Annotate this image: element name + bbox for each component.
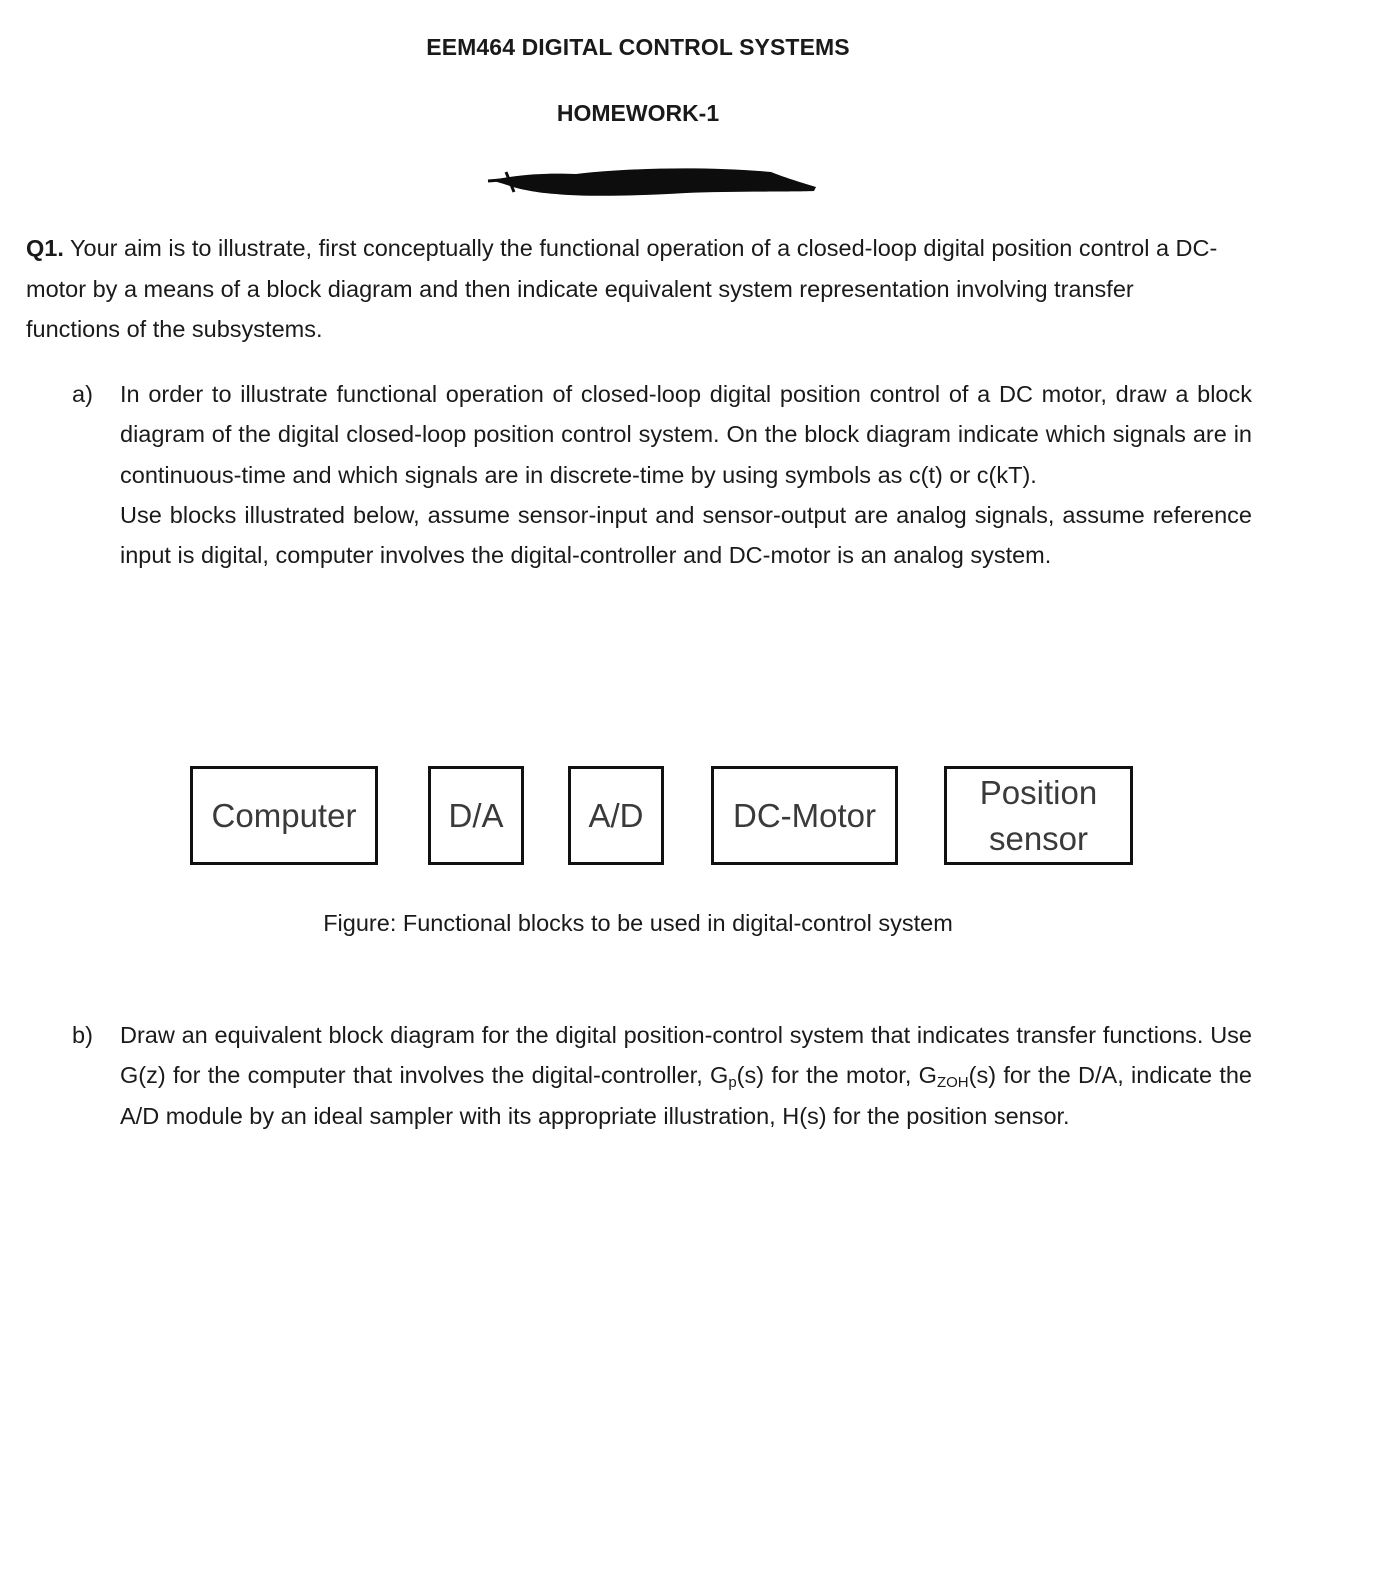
course-title: EEM464 DIGITAL CONTROL SYSTEMS — [426, 34, 850, 60]
question-1-text: Your aim is to illustrate, first conceptually the functional operation of a closed-loop digital position control a DC-motor by a means of a block diagram and then indicate equivalent system representation involving transfer functions of the subsystems. — [26, 235, 1218, 342]
part-b-text — [120, 1015, 1252, 1136]
question-1-label: Q1. — [26, 235, 64, 261]
part-b-text-3: (s) for the D/A, indicate the A/D module by an ideal sampler with its appropriate illustration, H(s) for the position sensor. — [120, 1062, 1253, 1129]
part-b-text-1: Draw an equivalent block diagram for the digital position-control system that indicates transfer functions. Use G(z) for the computer that involves the digital-controller, G — [120, 1022, 1252, 1089]
position-sensor-line-1: Position — [979, 773, 1098, 811]
figure-caption: Figure: Functional blocks to be used in digital-control system — [323, 910, 953, 936]
dc-motor-block: DC-Motor — [711, 766, 898, 865]
part-a-paragraph-2: Use blocks illustrated below, assume sensor-input and sensor-output are analog signals, assume reference input is digital, computer involves the digital-controller and DC-motor is an analog system. — [120, 501, 1252, 569]
part-b-text-2: (s) for the motor, G — [736, 1062, 937, 1089]
part-a-paragraph-1: In order to illustrate functional operation of closed-loop digital position control of a DC motor, draw a block diagram of the digital closed-loop position control system. On the block diagram indicate which signals are in continuous-time and which signals are in discrete-time by using symbols as c(t) or c(kT). — [120, 381, 1252, 488]
subscript-p: p — [728, 1074, 737, 1092]
subscript-zoh: ZOH — [936, 1074, 969, 1092]
position-sensor-line-2: sensor — [988, 819, 1089, 857]
computer-block: Computer — [190, 766, 378, 865]
part-b — [72, 1015, 1252, 1136]
part-b-marker: b) — [72, 1022, 93, 1048]
part-a — [72, 374, 1252, 575]
part-a-marker: a) — [72, 381, 93, 407]
da-block: D/A — [428, 766, 524, 865]
redaction-mark — [486, 160, 818, 200]
homework-title: HOMEWORK-1 — [556, 100, 720, 126]
question-1 — [26, 228, 1226, 350]
ad-block: A/D — [568, 766, 664, 865]
position-sensor-block — [944, 766, 1133, 865]
